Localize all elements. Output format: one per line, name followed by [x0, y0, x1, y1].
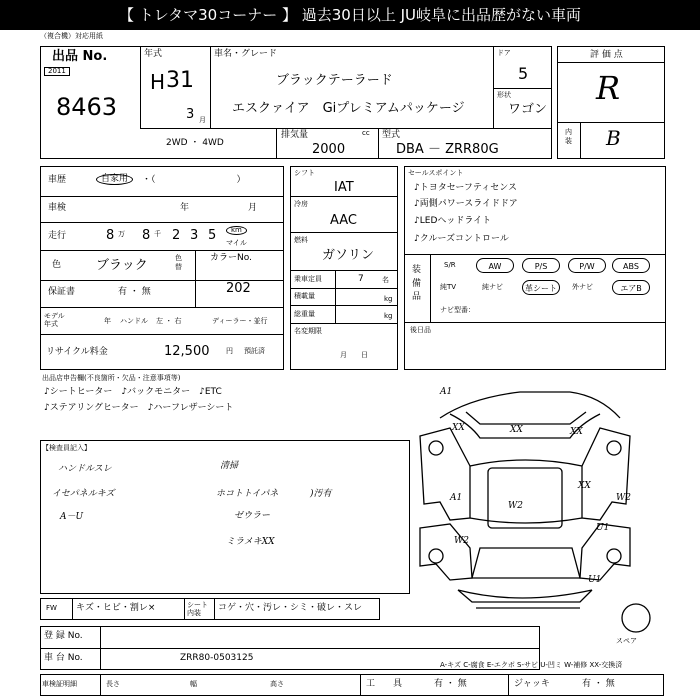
shift-value: IAT [334, 180, 354, 195]
disp-value: 2000 [312, 142, 346, 157]
damage-mark: W2 [616, 493, 631, 503]
jack-value: 有 ・ 無 [582, 679, 615, 689]
jack-label: ジャッキ [514, 679, 550, 689]
reg-label: 登 録 No. [44, 631, 83, 641]
mileage-label: 走行 [48, 231, 67, 241]
shaken-year-unit: 年 [180, 203, 190, 213]
handle-label: ハンドル [120, 317, 148, 325]
ac-value: AAC [330, 213, 357, 228]
cert-height: 高さ [270, 680, 284, 688]
sales-item-1: ♪トヨタセーフティセンス [414, 183, 517, 193]
shaken-label: 車検 [48, 203, 67, 213]
load-unit: kg [384, 295, 393, 303]
damage-mark: XX [570, 427, 583, 437]
mileage-d3: 2 [172, 228, 181, 243]
notes-label: 出品店申告欄(不良箇所・欠品・注意事項等) [42, 374, 181, 382]
capacity-value: 7 [358, 274, 364, 284]
sales-label: セールスポイント [408, 169, 464, 177]
equip-sr: S/R [444, 261, 456, 269]
lot-label: 出品 No. [52, 49, 108, 64]
rating-value: R [596, 69, 621, 107]
year-month: 3 [186, 107, 195, 122]
dealer-label: ディーラー・並行 [212, 317, 268, 325]
name-label: 車名・グレード [214, 49, 278, 59]
equip-leather: 革シート [522, 280, 560, 295]
notes-line-1: ♪シートヒーター ♪バックモニター ♪ETC [44, 387, 222, 397]
inspect-right-note: )汚有 [310, 489, 332, 499]
damage-mark: A1 [440, 387, 453, 397]
inspect-right-4: ミラメキXX [226, 537, 275, 547]
drive-value: 2WD ・ 4WD [166, 138, 224, 148]
inspect-left-1: ハンドルスレ [58, 464, 112, 474]
year-era: H [150, 70, 166, 94]
ac-label: 冷房 [294, 200, 308, 208]
equip-pw: P/W [568, 258, 606, 273]
cert-row [40, 674, 664, 696]
inspect-right-1: 清掃 [220, 461, 239, 471]
equip-tv: 純TV [440, 283, 457, 291]
color-code-label: カラーNo. [210, 253, 252, 263]
equip-ext-navi: 外ナビ [572, 283, 593, 291]
model-label: 型式 [382, 130, 401, 140]
gross-label: 総重量 [294, 310, 315, 318]
rating-label: 評 価 点 [590, 50, 623, 60]
inspect-right-2: ホコトトイパネ [216, 489, 279, 499]
fw-seat-label: シート内装 [187, 601, 208, 618]
chassis-value: ZRR80-0503125 [180, 653, 254, 663]
equip-airbag: エアB [612, 280, 650, 295]
year-value: 31 [166, 68, 194, 93]
damage-legend: A-キズ C-腐食 E-エクボ S-サビ U-凹ミ W-補修 XX-交換済 [440, 661, 623, 669]
cert-length: 長さ [106, 680, 120, 688]
mileage-u1: 万 [118, 230, 125, 238]
capacity-unit: 名 [382, 276, 389, 284]
equip-abs: ABS [612, 258, 650, 273]
damage-mark: XX [510, 425, 523, 435]
load-label: 積載量 [294, 292, 315, 300]
equip-navi: 純ナビ [482, 283, 503, 291]
recycle-value: 12,500 [164, 344, 210, 359]
mileage-mile: マイル [226, 239, 247, 247]
chassis-label: 車 台 No. [44, 653, 83, 663]
fw-label: FW [46, 604, 57, 612]
after-label: 後日品 [410, 326, 431, 334]
color-code-value: 202 [226, 281, 251, 296]
damage-mark: A1 [450, 493, 463, 503]
model-value: DBA － ZRR80G [396, 142, 499, 157]
color-label: 色 [52, 260, 62, 270]
inspect-left-3: A－U [60, 512, 84, 522]
fuel-value: ガソリン [322, 248, 375, 263]
tools-label: 工 具 [366, 679, 403, 689]
model-year-unit: 年 [104, 317, 111, 325]
capacity-label: 乗車定員 [294, 275, 322, 283]
fw-seat-items: コゲ・穴・汚レ・シミ・破レ・スレ [218, 603, 363, 613]
inspect-label: 【検査員記入】 [42, 444, 91, 452]
model-year-label: モデル年式 [44, 312, 65, 328]
year-month-unit: 月 [199, 116, 206, 124]
shape-value: ワゴン [508, 102, 548, 117]
sales-item-3: ♪LEDヘッドライト [414, 216, 492, 226]
shaken-month-unit: 月 [248, 203, 258, 213]
damage-mark: U1 [596, 523, 610, 533]
mileage-d2: 8 [142, 228, 151, 243]
damage-mark: XX [452, 423, 465, 433]
notes-line-2: ♪ステアリングヒーター ♪ハーフレザーシート [44, 403, 234, 413]
spare-label: スペア [616, 637, 637, 645]
shape-label: 形状 [497, 91, 511, 99]
cert-label: 車検証明細 [42, 680, 77, 688]
equipment-label: 装備品 [412, 265, 422, 302]
mileage-u2: 千 [154, 230, 161, 238]
form-subtitle: （複合機）対応用紙 [40, 32, 103, 40]
name-line1: ブラックテーラード [276, 73, 393, 88]
inspect-right-3: ゼウラー [234, 511, 271, 521]
history-value: 自家用 [96, 174, 133, 185]
car-diagram [410, 378, 670, 638]
equip-ps: P/S [522, 258, 560, 273]
shift-label: シフト [294, 169, 315, 177]
handle-value: 左 ・ 右 [156, 317, 182, 325]
interior-value: B [606, 126, 621, 150]
warranty-label: 保証書 [48, 287, 76, 297]
color-value: ブラック [96, 258, 148, 273]
recycle-unit: 円 [226, 347, 233, 355]
navi-model-label: ナビ型番： [440, 306, 475, 314]
mileage-d4: 3 [190, 228, 199, 243]
history-label: 車歴 [48, 175, 67, 185]
name-change-label: 名変期限 [294, 327, 322, 335]
disp-unit: cc [362, 129, 370, 137]
recycle-note: 預託済 [244, 347, 265, 355]
banner-title: 【 トレタマ30コーナー 】 過去30日以上 JU岐阜に出品歴がない車両 [0, 0, 700, 30]
fuel-label: 燃料 [294, 236, 308, 244]
year-label: 年式 [144, 49, 163, 59]
damage-mark: XX [578, 481, 591, 491]
gross-unit: kg [384, 312, 393, 320]
mileage-d5: 5 [208, 228, 217, 243]
color-change-label: 色替 [175, 254, 182, 272]
recycle-label: リサイクル料金 [46, 347, 108, 357]
interior-label: 内装 [565, 128, 572, 146]
cert-width: 幅 [190, 680, 197, 688]
damage-mark: W2 [508, 501, 523, 511]
doors-value: 5 [518, 64, 529, 83]
equip-aw: AW [476, 258, 514, 273]
tools-value: 有 ・ 無 [434, 679, 467, 689]
fw-items: キズ・ヒビ・割レ× [76, 603, 156, 613]
inspect-left-2: イセパネルキズ [52, 489, 115, 499]
damage-mark: W2 [454, 536, 469, 546]
lot-stamp: 2011 [44, 67, 70, 76]
disp-label: 排気量 [281, 130, 309, 140]
name-line2: エスクァイア Giプレミアムパッケージ [232, 101, 465, 116]
mileage-d1: 8 [106, 228, 115, 243]
mileage-km: km [226, 226, 247, 235]
sales-item-2: ♪両側パワースライドドア [414, 199, 518, 209]
lot-number: 8463 [56, 93, 118, 121]
history-rest: ・（ ） [142, 175, 246, 185]
doors-label: ドア [497, 49, 511, 57]
warranty-value: 有 ・ 無 [118, 287, 151, 297]
damage-mark: U1 [588, 575, 602, 585]
sales-item-4: ♪クルーズコントロール [414, 234, 509, 244]
name-change-unit: 月日 [340, 351, 382, 359]
